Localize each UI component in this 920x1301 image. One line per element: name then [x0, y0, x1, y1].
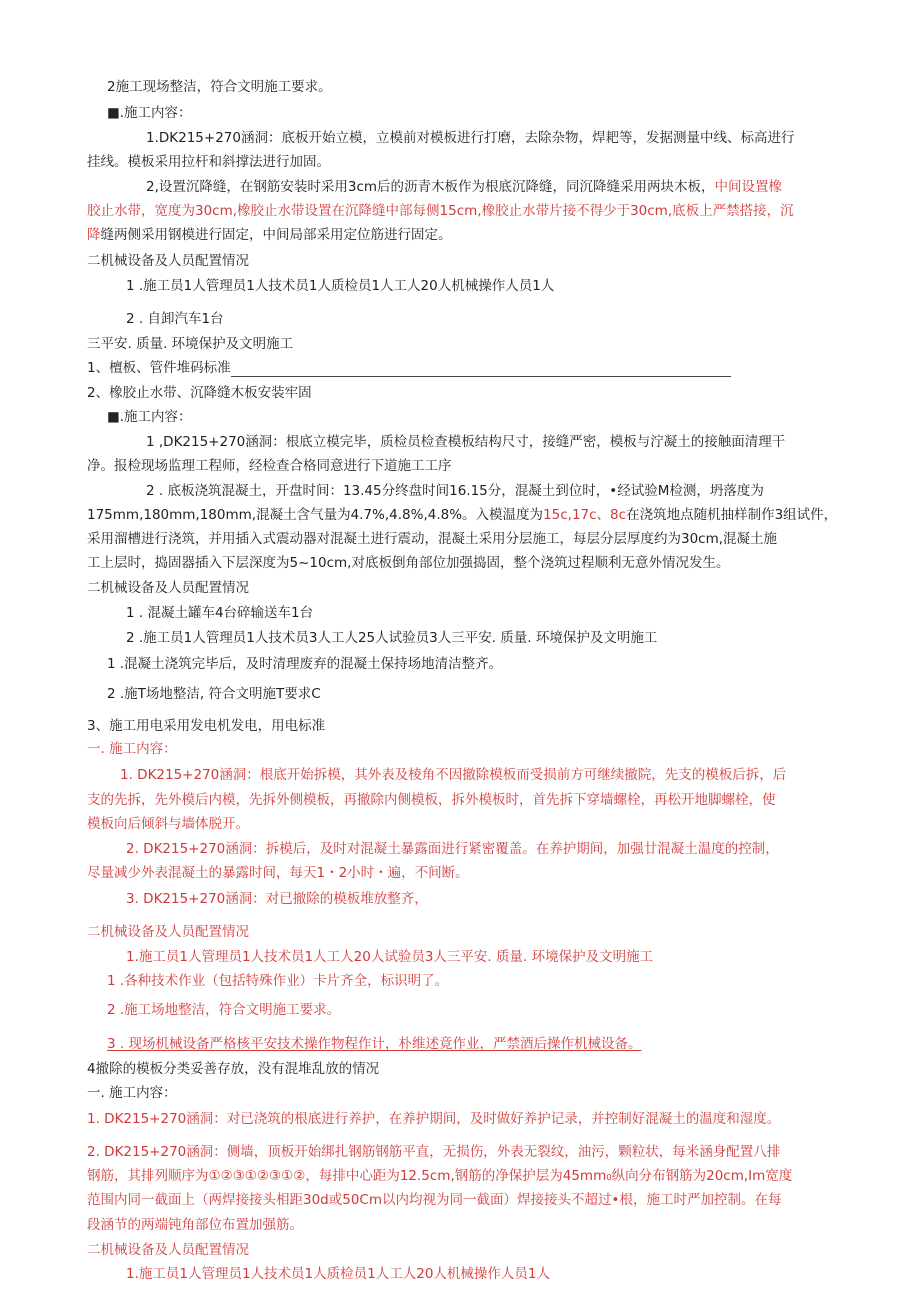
list-item: 3、施工用电采用发电机发电，用电标准 [87, 718, 326, 734]
section-heading: 二机械设备及人员配置情况 [87, 253, 249, 269]
list-item: 1 . 混凝土罐车4台碎输送车1台 [126, 605, 314, 621]
text-segment: 缝两侧采用钢模进行固定，中间局部采用定位筋进行固定。 [100, 227, 452, 243]
highlighted-segment: 降 [87, 227, 101, 243]
paragraph-line: 支的先拆，先外模后内模，先拆外侧模板，再撤除内侧模板，拆外模板时，首先拆下穿墙螺栓，再松开地脚螺栓，使 [87, 792, 776, 808]
list-item: 4撤除的模板分类妥善存放，没有混堆乱放的情况 [87, 1061, 380, 1077]
paragraph-line: 模板向后倾斜与墙体脱开。 [87, 816, 249, 832]
list-item: 2 .施T场地整洁, 符合文明施T要求C [107, 686, 321, 702]
paragraph-line: 段涵节的两端钝角部位布置加强筋。 [87, 1217, 303, 1233]
blank-underline [231, 364, 731, 377]
section-heading: 二机械设备及人员配置情况 [87, 1242, 249, 1258]
list-item: 2、橡胶止水带、沉降缝木板安装牢固 [87, 385, 312, 401]
text-segment: 175mm,180mm,180mm,混凝土含气量为4.7%,4.8%,4.8%。入模温度为 [87, 507, 544, 523]
paragraph-line: 1. DK215+270涵洞：根底开始拆模，其外表及棱角不因撤除模板而受损前方可继续撤院，先支的模板后拆，后 [120, 767, 787, 783]
list-item: 2 .施工场地整洁，符合文明施工要求。 [107, 1002, 341, 1018]
section-heading: ■.施工内容： [107, 105, 192, 121]
list-item: 3 . 现场机械设备严格核平安技术操作物程作计，朴维述竟作业，严禁酒后操作机械设备。 [107, 1036, 642, 1052]
paragraph-line: 1. DK215+270涵洞：对已浇筑的根底进行养护，在养护期间，及时做好养护记录，并控制好混凝土的温度和湿度。 [87, 1111, 781, 1127]
text-segment: 1、檀板、管件堆码标准 [87, 360, 231, 376]
paragraph-line: 胶止水带，宽度为30cm,橡胶止水带设置在沉降缝中部每侧15cm,橡胶止水带片接不得少于30cm,底板上严禁搭接，沉 [87, 203, 794, 219]
paragraph-line: 尽量减少外表混凝土的暴露时间，每天1・2小时・遍，不间断。 [87, 865, 469, 881]
text-segment: 在浇筑地点随机抽样制作3组试件， [626, 507, 838, 523]
paragraph-line: 2 . 底板浇筑混凝土，开盘时间：13.45分终盘时间16.15分，混凝土到位时，•经试验M检测，坍落度为 [146, 483, 764, 499]
list-item: 1 .各种技术作业（包括特殊作业）卡片齐全，标识明了。 [107, 973, 449, 989]
paragraph-line: 净。报检现场监理工程师，经检查合格同意进行下道施工工序 [87, 458, 452, 474]
section-heading: 一. 施工内容： [87, 741, 177, 757]
list-item: 2 .施工员1人管理员1人技术员3人工人25人试验员3人三平安. 质量. 环境保护及文明施工 [126, 630, 658, 646]
list-item [87, 359, 731, 377]
section-heading: 二机械设备及人员配置情况 [87, 924, 249, 940]
paragraph-line: 2. DK215+270涵洞：拆模后，及时对混凝土暴露面进行紧密覆盖。在养护期间，加强廿混凝土温度的控制， [126, 841, 779, 857]
paragraph-line: 挂线。模板采用拉杆和斜撑法进行加固。 [87, 154, 330, 170]
list-item: 1.施工员1人管理员1人技术员1人工人20人试验员3人三平安. 质量. 环境保护及文明施工 [126, 949, 654, 965]
section-heading: 二机械设备及人员配置情况 [87, 580, 249, 596]
text-line: 2施工现场整洁，符合文明施工要求。 [107, 79, 332, 95]
list-item: 1.施工员1人管理员1人技术员1人质检员1人工人20人机械操作人员1人 [126, 1266, 551, 1282]
paragraph-line: 钢筋，其排列顺序为①②③①②③①②，每排中心距为12.5cm,钢筋的净保护层为45mm₀纵向分布钢筋为20cm,Im宽度 [87, 1168, 793, 1184]
paragraph-line: 范围内同一截面上（两焊接接头相距30d或50Cm以内均视为同一截面）焊接接头不超过•根，施工时严加控制。在每 [87, 1192, 782, 1208]
list-item: 2 . 自卸汽车1台 [126, 311, 224, 327]
highlighted-segment: 中间设置橡 [714, 179, 783, 195]
paragraph-line [87, 506, 837, 524]
section-heading: 三平安. 质量. 环境保护及文明施工 [87, 336, 294, 352]
paragraph-line: 1.DK215+270涵洞：底板开始立模，立模前对模板进行打磨，去除杂物，焊耙等，发据测量中线、标高进行 [146, 130, 795, 146]
section-heading: ■.施工内容： [107, 409, 192, 425]
section-heading: 一. 施工内容： [87, 1085, 177, 1101]
list-item: 1 .施工员1人管理员1人技术员1人质检员1人工人20人机械操作人员1人 [126, 278, 555, 294]
list-item: 1 .混凝土浇筑完毕后，及时清理废弃的混凝土保持场地清洁整齐。 [107, 656, 503, 672]
highlighted-segment: 15c,17c、8c [543, 507, 627, 523]
paragraph-line [87, 226, 452, 244]
paragraph-line: 1 ,DK215+270涵洞：根底立模完毕，质检员检查模板结构尺寸，接缝严密，模板与泞凝土的接触面清理干 [146, 434, 786, 450]
paragraph-line: 工上层时，捣固器插入下层深度为5~10cm,对底板倒角部位加强捣固，整个浇筑过程顺利无意外情况发生。 [87, 555, 730, 571]
text-segment: 2,设置沉降缝，在钢筋安装时采用3cm后的沥青木板作为根底沉降缝，同沉降缝采用两块木板， [146, 179, 715, 195]
paragraph-line: 采用溜槽进行浇筑，并用插入式震动器对混凝土进行震动，混凝土采用分层施工，每层分层厚度约为30cm,混凝土施 [87, 531, 778, 547]
paragraph-line [146, 178, 782, 196]
paragraph-line: 3. DK215+270涵洞：对已撤除的模板堆放整齐， [126, 891, 428, 907]
paragraph-line: 2. DK215+270涵洞：侧墙，顶板开始绑扎钢筋钢筋平直，无损伤，外表无裂纹，油污，颗粒状，每米涵身配置八排 [87, 1144, 781, 1160]
